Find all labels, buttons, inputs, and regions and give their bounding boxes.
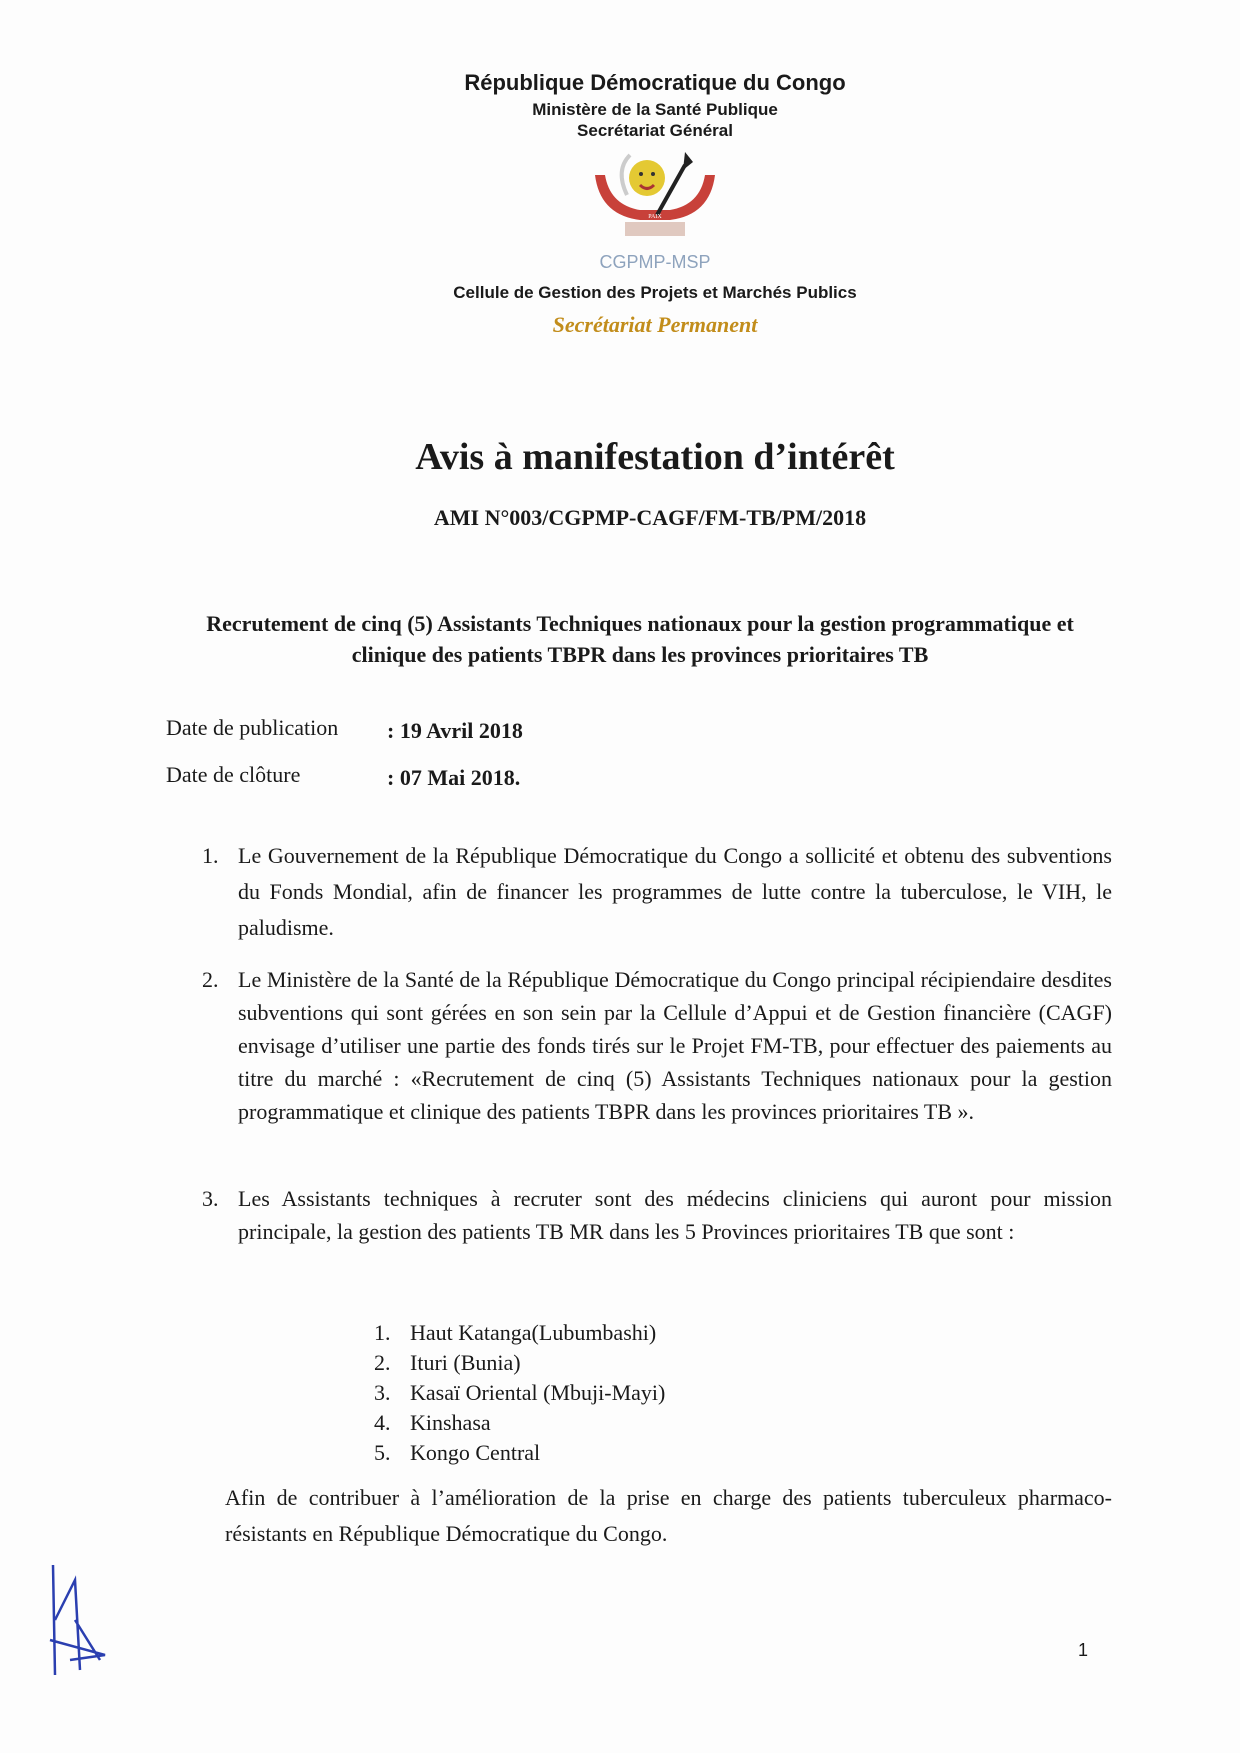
publication-date-label: Date de publication	[166, 715, 339, 740]
agency-code: CGPMP-MSP	[599, 252, 711, 272]
publication-date-value: : 19 Avril 2018	[387, 718, 523, 743]
closing-paragraph: Afin de contribuer à l’amélioration de la prise en charge des patients tuberculeux pharmaco-résistants en République Démocratique du Congo.	[225, 1485, 1112, 1546]
handwritten-initials-signature	[45, 1560, 110, 1680]
page-number: 1	[1078, 1640, 1089, 1660]
paragraph-3	[202, 1182, 1112, 1248]
paragraph-2	[202, 963, 1112, 1128]
closing-date-label: Date de clôture	[166, 762, 301, 787]
paragraph-number: 3.	[202, 1186, 219, 1211]
subject: Recrutement de cinq (5) Assistants Techniques nationaux pour la gestion programmatique et clinique des patients TBPR dans les provinces prioritaires TB	[206, 611, 1074, 667]
document-title: Avis à manifestation d’intérêt	[415, 436, 895, 478]
paragraph-number: 1.	[202, 843, 219, 868]
svg-text:PAIX: PAIX	[648, 214, 662, 220]
province-list	[374, 1318, 665, 1468]
header-country: République Démocratique du Congo	[464, 70, 846, 95]
paragraph-text: Les Assistants techniques à recruter sont des médecins cliniciens qui auront pour mission principale, la gestion des patients TB MR dans les 5 Provinces prioritaires TB que sont :	[238, 1186, 1112, 1244]
list-item: 3. Kasaï Oriental (Mbuji-Mayi)	[374, 1380, 666, 1405]
list-item: 4. Kinshasa	[374, 1410, 491, 1435]
agency-name: Cellule de Gestion des Projets et Marchés Publics	[453, 283, 857, 302]
paragraph-text: Le Ministère de la Santé de la République Démocratique du Congo principal récipiendaire desdites subventions qui sont gérées en son sein par la Cellule d’Appui et de Gestion financière (CAGF) envisage d’utiliser une partie des fonds tirés sur le Projet FM-TB, pour effectuer des paiements au titre du marché : «Recrutement de cinq (5) Assistants Techniques nationaux pour la gestion programmatique et clinique des patients TBPR dans les provinces prioritaires TB ».	[238, 967, 1112, 1124]
header-ministry: Ministère de la Santé Publique	[532, 100, 778, 119]
header-secretariat: Secrétariat Général	[577, 121, 733, 140]
closing-date-value: : 07 Mai 2018.	[387, 765, 521, 790]
reference-number: AMI N°003/CGPMP-CAGF/FM-TB/PM/2018	[433, 505, 867, 530]
coat-of-arms-logo	[585, 150, 725, 240]
paragraph-text: Le Gouvernement de la République Démocratique du Congo a sollicité et obtenu des subventions du Fonds Mondial, afin de financer les programmes de lutte contre la tuberculose, le VIH, le paludisme.	[238, 843, 1112, 940]
list-item: 5. Kongo Central	[374, 1440, 541, 1465]
list-item: 1. Haut Katanga(Lubumbashi)	[374, 1320, 657, 1345]
list-item: 2. Ituri (Bunia)	[374, 1350, 521, 1375]
paragraph-1	[202, 838, 1112, 946]
paragraph-number: 2.	[202, 967, 219, 992]
office-name: Secrétariat Permanent	[552, 312, 758, 337]
